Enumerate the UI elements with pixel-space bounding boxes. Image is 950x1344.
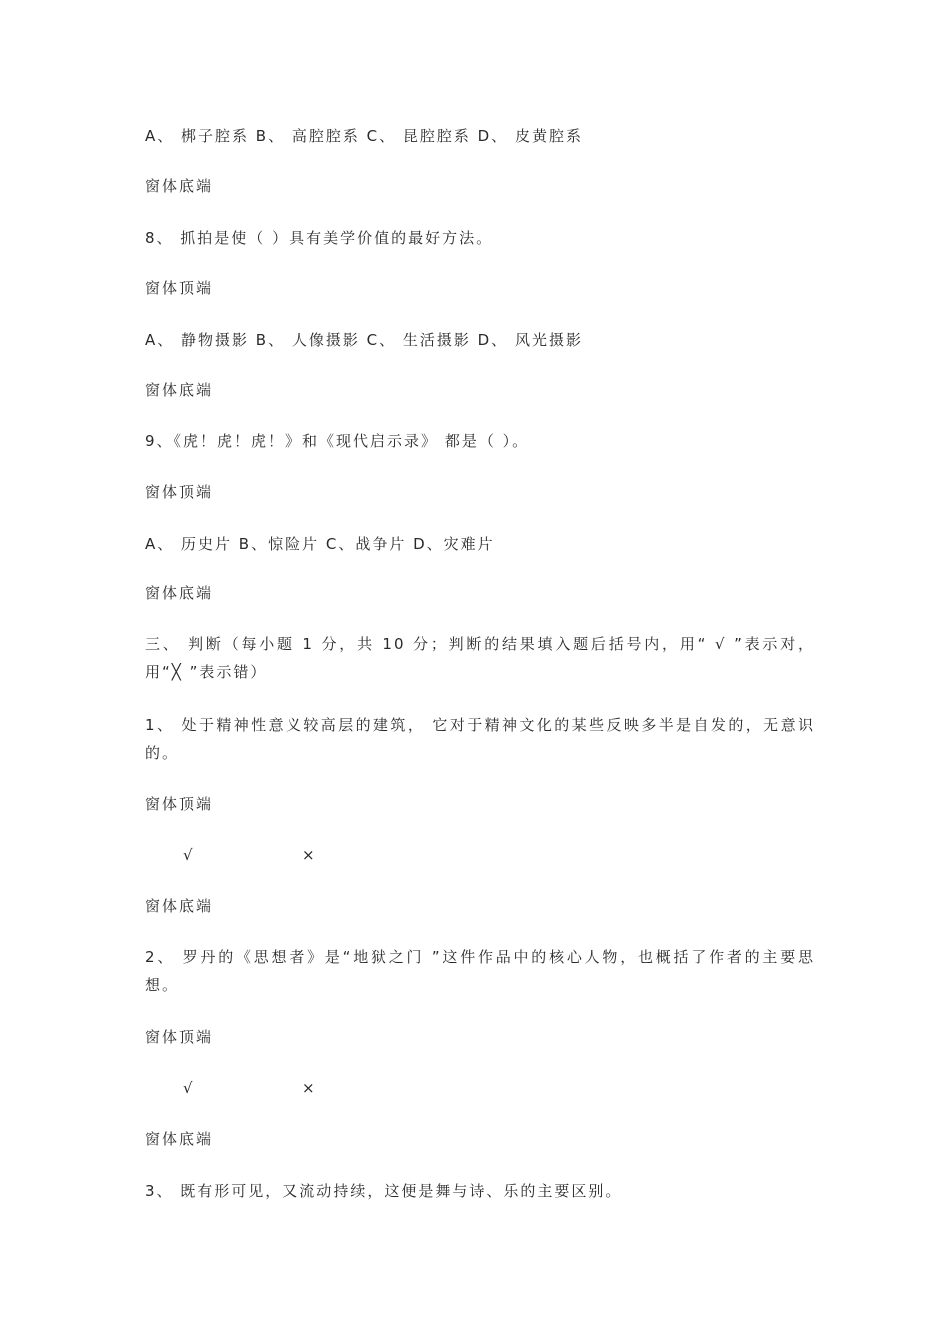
q9-question: 9、《虎！虎！虎！》和《现代启示录》 都是（ ）。 — [145, 432, 530, 450]
tf1-question: 1、 处于精神性意义较高层的建筑， 它对于精神文化的某些反映多半是自发的，无意识的。 — [145, 716, 815, 762]
q8-form-bottom: 窗体底端 — [145, 381, 214, 399]
tf2-false-option[interactable]: × — [302, 1079, 315, 1097]
tf1-true-option[interactable]: √ — [183, 846, 193, 864]
q8-options: A、 静物摄影 B、 人像摄影 C、 生活摄影 D、 风光摄影 — [145, 331, 583, 349]
q9-options: A、 历史片 B、惊险片 C、战争片 D、灾难片 — [145, 535, 495, 553]
tf2-question: 2、 罗丹的《思想者》是“地狱之门 ”这件作品中的核心人物，也概括了作者的主要思想。 — [145, 948, 815, 994]
tf3-question: 3、 既有形可见，又流动持续，这便是舞与诗、乐的主要区别。 — [145, 1182, 623, 1200]
q9-form-bottom: 窗体底端 — [145, 584, 214, 602]
q9-form-top: 窗体顶端 — [145, 483, 214, 501]
tf2-true-option[interactable]: √ — [183, 1079, 193, 1097]
q7-options: A、 梆子腔系 B、 高腔腔系 C、 昆腔腔系 D、 皮黄腔系 — [145, 127, 583, 145]
section3-heading: 三、 判断（每小题 1 分，共 10 分；判断的结果填入题后括号内，用“ √ ”表示对，用“╳ ”表示错） — [145, 635, 815, 681]
tf1-form-bottom: 窗体底端 — [145, 897, 214, 915]
tf2-form-top: 窗体顶端 — [145, 1028, 214, 1046]
tf2-form-bottom: 窗体底端 — [145, 1130, 214, 1148]
q8-form-top: 窗体顶端 — [145, 279, 214, 297]
tf1-false-option[interactable]: × — [302, 846, 315, 864]
tf1-form-top: 窗体顶端 — [145, 795, 214, 813]
q8-question: 8、 抓拍是使（ ）具有美学价值的最好方法。 — [145, 229, 494, 247]
q7-form-bottom: 窗体底端 — [145, 177, 214, 195]
